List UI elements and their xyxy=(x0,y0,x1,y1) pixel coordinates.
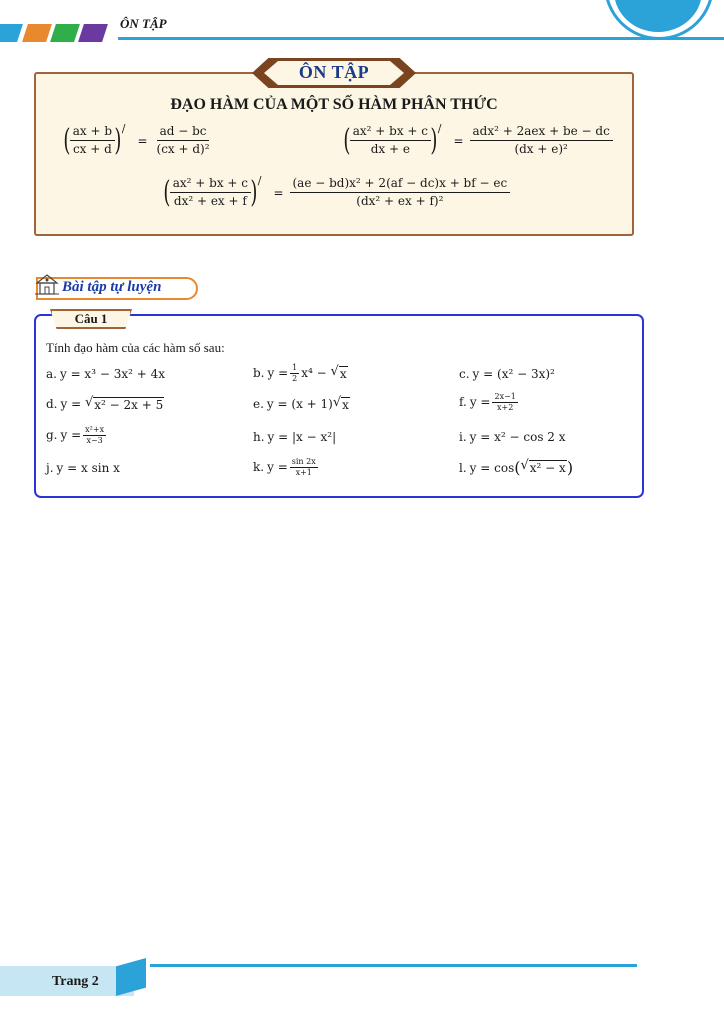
footer-rule xyxy=(150,964,637,967)
square-root: √ x² − x xyxy=(520,458,566,476)
exercise-item-e: e. y = (x + 1) √ x xyxy=(253,395,349,412)
exercise-item-a: a. y = x³ − 3x² + 4x xyxy=(46,367,165,381)
fraction: $\frac{\text{ax² + bx + c}}{\text{dx² + ex + f}}$ xyxy=(170,176,251,209)
stripe-green xyxy=(50,24,80,42)
exercise-item-f: f. y = $\frac{2x-1}{x+2}$ xyxy=(459,392,516,412)
paren-left: ( xyxy=(343,122,351,158)
paren-left: ( xyxy=(163,174,171,210)
exercise-item-g: g. y = $\frac{\text{x²+x}}{x-3}$ xyxy=(46,425,105,445)
header-title: ÔN TẬP xyxy=(120,16,167,31)
formula-quadratic-over-linear xyxy=(344,124,613,157)
exercise-item-l: l. y = cos ( √ x² − x ) xyxy=(459,458,574,477)
paren-right: ) xyxy=(430,122,438,158)
formula-linear-over-linear xyxy=(64,124,213,157)
stripe-blue xyxy=(0,24,23,42)
exercise-item-d: d. y = √ x² − 2x + 5 xyxy=(46,395,164,412)
stripe-purple xyxy=(78,24,108,42)
exercise-item-h: h. y = |x − x²| xyxy=(253,430,337,444)
page-number: Trang 2 xyxy=(52,974,99,989)
paren-right: ) xyxy=(250,174,258,210)
fraction: $\frac{\text{x²+x}}{x-3}$ xyxy=(85,425,105,445)
fraction: $\frac{1}{2}$ xyxy=(292,363,298,383)
exercise-item-j: j. y = x sin x xyxy=(46,461,120,475)
section-label: Bài tập tự luyện xyxy=(62,279,162,295)
fraction: $\frac{2x-1}{x+2}$ xyxy=(494,392,516,412)
review-tag-label: ÔN TẬP xyxy=(298,62,370,82)
fraction: $\frac{ax + b}{cx + d}$ xyxy=(70,124,115,157)
square-root: √ x² − 2x + 5 xyxy=(84,395,164,412)
result-fraction: $\frac{\text{(ae − bd)x² + 2(af − dc)x + bf − ec}}{\text{(dx² + ex + f)²}}$ xyxy=(290,176,511,209)
formula-quadratic-over-quadratic xyxy=(164,176,510,209)
exercise-item-b: b. y = $\frac{1}{2}$ x⁴ − √ x xyxy=(253,363,347,383)
house-icon xyxy=(34,272,60,298)
equals-sign: = xyxy=(137,133,148,148)
paren-right: ) xyxy=(114,122,122,158)
derivative-mark: / xyxy=(257,174,262,187)
exercise-item-c: c. y = (x² − 3x)² xyxy=(459,367,555,381)
equals-sign: = xyxy=(273,185,284,200)
paren-left: ( xyxy=(63,122,71,158)
exercise-item-k: k. y = $\frac{\sin 2x}{x+1}$ xyxy=(253,457,316,477)
result-fraction: $\frac{ad - bc}{\text{(cx + d)²}}$ xyxy=(156,124,210,156)
fraction: $\frac{\text{ax² + bx + c}}{dx + e}$ xyxy=(350,124,431,157)
review-heading: ĐẠO HÀM CỦA MỘT SỐ HÀM PHÂN THỨC xyxy=(170,96,498,113)
question-tab xyxy=(50,309,132,329)
header-rule xyxy=(118,37,724,40)
review-tag xyxy=(252,58,416,88)
square-root: √ x xyxy=(332,395,349,412)
equals-sign: = xyxy=(453,133,464,148)
fraction: $\frac{\sin 2x}{x+1}$ xyxy=(291,457,316,477)
derivative-mark: / xyxy=(121,122,126,135)
exercise-instruction: Tính đạo hàm của các hàm số sau: xyxy=(46,340,225,355)
stripe-orange xyxy=(22,24,52,42)
square-root: √ x xyxy=(330,363,347,381)
footer-flag-decoration xyxy=(116,958,146,996)
exercise-item-i: i. y = x² − cos 2 x xyxy=(459,430,566,444)
result-fraction: $\frac{\text{adx² + 2aex + be − dc}}{\text{(dx + e)²}}$ xyxy=(470,124,613,157)
question-tab-label: Câu 1 xyxy=(74,311,108,326)
derivative-mark: / xyxy=(437,122,442,135)
